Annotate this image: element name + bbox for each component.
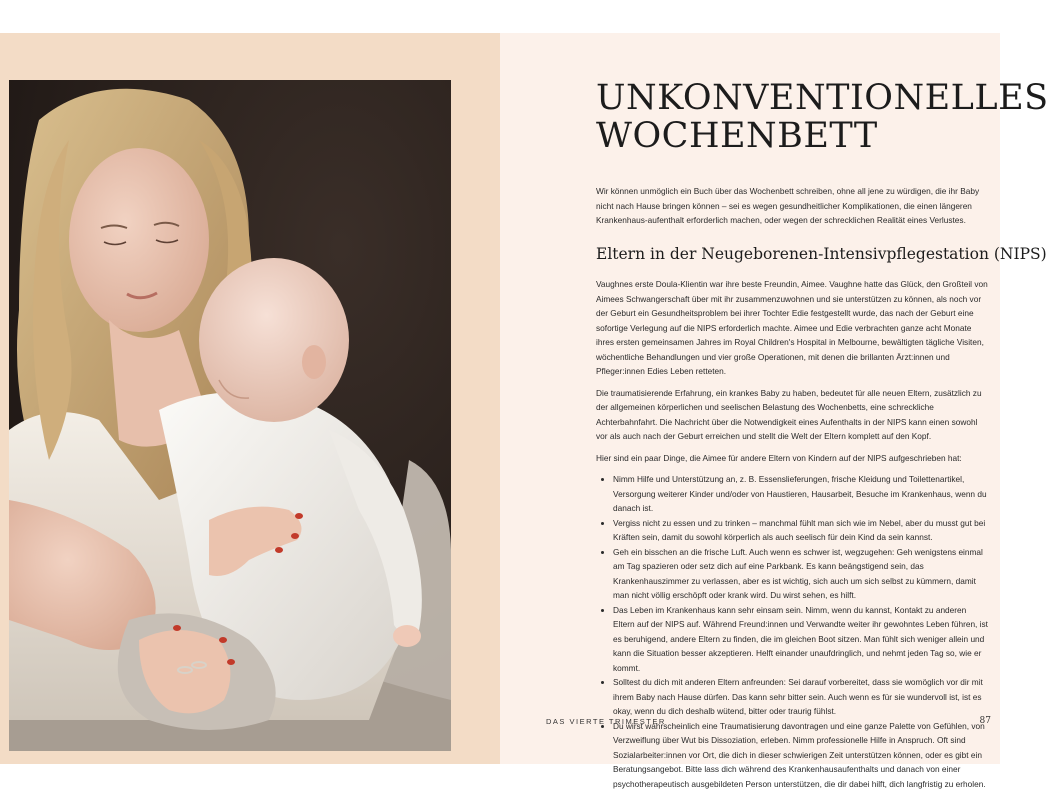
tips-list-item: • Du wirst wahrscheinlich eine Traumatisierung davontragen und eine ganze Palette von Gefühlen, von Verzweiflung über Wut bis Dissoziation, erleben. Nimm professionelle Hilfe in Anspruch. Oft sind Sozialarbeiter:innen vor Ort, die dich in dieser schwierigen Zeit unterstützen können, oder es gibt ein Beratungsangebot. Bitte lass dich während des Krankenhausaufenthalts und danach von einer psychotherapeutisch ausgebildeten Person unterstützen, die dir dabei hilft, dich langfristig zu erholen.: [613, 719, 990, 792]
book-spread: [0, 33, 1049, 789]
tips-list-item: • Solltest du dich mit anderen Eltern anfreunden: Sei darauf vorbereitet, dass sie womöglich vor dir mit ihrem Baby nach Hause dürfen. Das kann sehr bitter sein. Auch wenn es für sie wundervoll ist, ist es okay, wenn du dich deshalb wütend, bitter oder traurig fühlst.: [613, 675, 990, 719]
tips-list-item: • Nimm Hilfe und Unterstützung an, z. B. Essenslieferungen, frische Kleidung und Toilettenartikel, Versorgung weiterer Kinder und/oder von Haustieren, Hausarbeit, Besuche im Krankenhaus, wenn du danach ist.: [613, 472, 990, 516]
tips-list-item: • Das Leben im Krankenhaus kann sehr einsam sein. Nimm, wenn du kannst, Kontakt zu anderen Eltern auf der NIPS auf. Während Freund:innen und Verwandte weiter ihr gewohntes Leben führen, ist es beruhigend, andere Eltern zu finden, die im gleichen Boot sitzen. Man fühlt sich weniger allein und kann die Situation besser akzeptieren. Helft einander unaufdringlich, und nehmt jeden Tag so, wie er kommt.: [613, 603, 990, 676]
left-page: [0, 33, 500, 764]
body-paragraph: Hier sind ein paar Dinge, die Aimee für andere Eltern von Kindern auf der NIPS aufgeschrieben hat:: [596, 452, 962, 463]
running-footer: DAS VIERTE TRIMESTER: [546, 717, 666, 726]
mother-with-baby-photo: [9, 80, 451, 751]
tips-list-item: • Geh ein bisschen an die frische Luft. Auch wenn es schwer ist, wegzugehen: Geh wenigstens einmal am Tag spazieren oder setz dich auf eine Parkbank. Es kann beängstigend sein, das Krankenhauszimmer zu verlassen, aber es ist wichtig, sich auch um sich selbst zu kümmern, damit man nicht völlig erschöpft oder krank wird. Du wirst sehen, es hilft.: [613, 545, 990, 603]
body-paragraph: Die traumatisierende Erfahrung, ein krankes Baby zu haben, bedeutet für alle neuen Eltern, zusätzlich zu der allgemeinen körperlichen und seelischen Belastung des Wochenbetts, eine schreckliche Achterbahnfahrt. Die Nachricht über die Notwendigkeit eines Aufenthalts in der NIPS kann einen sowohl vor als auch nach der Geburt erreichen und stellt die Welt der Eltern komplett auf den Kopf.: [596, 387, 982, 441]
section-heading: Eltern in der Neugeborenen-Intensivpflegestation (NIPS): [596, 245, 1047, 263]
body-text: [596, 277, 990, 791]
tips-list: [596, 472, 990, 791]
chapter-title: UNKONVENTIONELLES WOCHENBETT: [596, 78, 1049, 156]
body-paragraph: Vaughnes erste Doula-Klientin war ihre beste Freundin, Aimee. Vaughne hatte das Glück, den Großteil von Aimees Schwangerschaft über mit ihr zusammenzuwohnen und sie unterstützen zu können, als noch vor der Geburt ein Gesundheitsproblem bei ihrer Tochter Edie festgestellt wurde, das nach der Geburt eine sofortige Verlegung auf die NIPS erforderlich machte. Aimee und Edie verbrachten ganze acht Monate ihres ersten gemeinsamen Jahres im Royal Children's Hospital in Melbourne, bewältigten tägliche Visiten, wöchentliche Behandlungen und vier große Operationen, mit denen die brillanten Ärzt:innen und Pfleger:innen Edies Leben retteten.: [596, 279, 988, 376]
tips-list-item: • Vergiss nicht zu essen und zu trinken – manchmal fühlt man sich wie im Nebel, aber du musst gut bei Kräften sein, damit du sowohl körperlich als auch seelisch für dein Kind da sein kannst.: [613, 516, 990, 545]
page-number: 87: [979, 716, 991, 726]
intro-paragraph: Wir können unmöglich ein Buch über das Wochenbett schreiben, ohne all jene zu würdigen, die ihr Baby nicht nach Hause bringen können – sei es wegen gesundheitlicher Komplikationen, die einen längeren Krankenhaus-aufenthalt erforderlich machen, oder wegen der schrecklichen Realität eines Verlustes.: [596, 186, 980, 225]
right-page: [500, 33, 1049, 789]
